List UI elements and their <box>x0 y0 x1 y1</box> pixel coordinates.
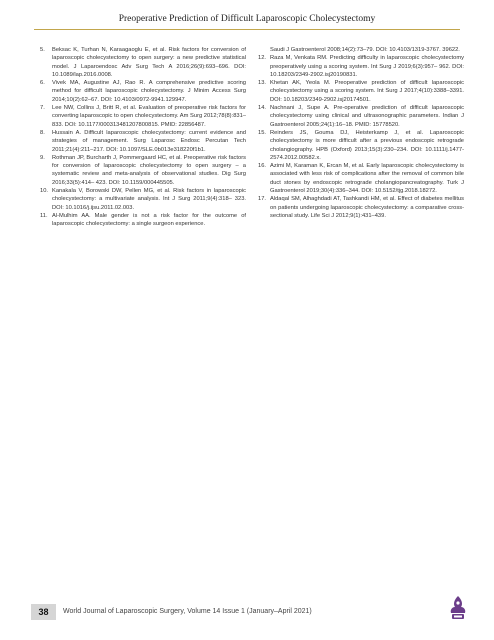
reference-number: 10. <box>40 188 48 195</box>
reference-text: Hussain A. Difficult laparoscopic cholecystectomy: current evidence and strategies of management. Surg Laparosc Endosc Percutan Tech 2011;21(4):211–217. DOI: 10.1097/SLE.0b013e318220f1b1. <box>52 129 246 153</box>
reference-text: Raza M, Venkata RM. Predicting difficulty in laparoscopic cholecystectomy preoperatively using a scoring system. Int Surg J 2019;6(3):957– 962. DOI: 10.18203/2349-2902.isj20190831. <box>270 55 464 78</box>
references-left-column <box>40 46 246 229</box>
reference-text: Reinders JS, Gouma DJ, Heisterkamp J, et al. Laparoscopic cholecystectomy is more difficult after a previous endoscopic retrograde cholangiography. HPB (Oxford) 2013;15(3):230–234. DOI: 10.1111/j.1477-2574.2012.00582.x. <box>270 129 464 161</box>
reference-item <box>258 104 464 129</box>
reference-text: Beksac K, Turhan N, Karaagaoglu E, et al. Risk factors for conversion of laparoscopic cholecystectomy to open surgery: a new predictive statistical model. J Laparoendosc Adv Surg Tech A 2016;26(9):693–696. DOI: 10.1089/lap.2016.0008. <box>52 47 246 78</box>
reference-item <box>258 79 464 104</box>
reference-text: Kanakala V, Borowski DW, Pellen MG, et al. Risk factors in laparoscopic cholecystectomy: a multivariate analysis. Int J Surg 2011;9(4):318– 323. DOI: 10.1016/j.ijsu.2011.02.003. <box>52 188 246 211</box>
reference-text: Al-Mulhim AA. Male gender is not a risk factor for the outcome of laparoscopic cholecystectomy: a single surgeon experience. <box>52 212 246 228</box>
reference-number: 16. <box>258 163 266 170</box>
running-title: Preoperative Prediction of Difficult Laparoscopic Cholecystectomy <box>118 14 376 24</box>
reference-text: Rothman JP, Burcharth J, Pommergaard HC, et al. Preoperative risk factors for conversion of laparoscopic cholecystectomy to open surgery – a systematic review and meta-analysis of observational studies. Dig Surg 2016;33(5):414– 423. DOI: 10.1159/000445505. <box>52 154 246 186</box>
reference-number: 5. <box>40 47 45 53</box>
reference-item <box>40 79 246 104</box>
reference-text: Aldaqal SM, Alhaghdadi AT, Tashkandi HM, et al. Effect of diabetes mellitus on patients undergoing laparoscopic cholecystectomy: a comparative cross-sectional study. Life Sci J 2012;9(1):431–439. <box>270 196 464 219</box>
reference-item <box>40 154 246 187</box>
reference-text: Nachnani J, Supe A. Pre-operative prediction of difficult laparoscopic cholecystectomy using clinical and ultrasonographic parameters. Indian J Gastroenterol 2005;24(1):16–18. PMID: 15778520. <box>270 105 464 128</box>
reference-list-left <box>40 46 246 229</box>
reference-item <box>40 129 246 154</box>
reference-number: 6. <box>40 80 45 87</box>
reference-item <box>258 129 464 162</box>
reference-number: 11. <box>40 212 48 219</box>
reference-item <box>40 46 246 79</box>
reference-text: Vivek MA, Augustine AJ, Rao R. A comprehensive predictive scoring method for difficult laparoscopic cholecystectomy. J Minim Access Surg 2014;10(2):62–67. DOI: 10.4103/0972-9941.129947. <box>52 80 246 103</box>
jaypee-logo-icon <box>444 594 472 622</box>
page-number: 38 <box>31 604 56 620</box>
reference-item <box>40 104 246 129</box>
reference-number: 17. <box>258 196 266 203</box>
reference-item <box>258 195 464 220</box>
reference-number: 8. <box>40 129 45 136</box>
reference-number: 13. <box>258 80 266 87</box>
references-right-column <box>258 46 464 220</box>
reference-number: 14. <box>258 105 266 112</box>
reference-text: Khetan AK, Yeola M. Preoperative prediction of difficult laparoscopic cholecystectomy using a scoring system. Int Surg J 2017;4(10):3388–3391. DOI: 10.18203/2349-2902.isj20174501. <box>270 80 464 103</box>
reference-list-right <box>258 54 464 220</box>
journal-citation: World Journal of Laparoscopic Surgery, Volume 14 Issue 1 (January–April 2021) <box>63 608 312 615</box>
reference-continuation: Saudi J Gastroenterol 2008;14(2):73–79. DOI: 10.4103/1319-3767. 39622. <box>270 47 460 53</box>
reference-item <box>40 187 246 212</box>
reference-item <box>40 212 246 229</box>
reference-text: Azimi M, Karaman K, Ercan M, et al. Early laparoscopic cholecystectomy is associated with less risk of complications after the removal of common bile duct stones by endoscopic retrograde cholangiopancreatography. Turk J Gastroenterol 2019;30(4):336–344. DOI: 10.5152/tjg.2018.18272. <box>270 163 464 195</box>
reference-item <box>258 162 464 195</box>
reference-text: Lee NW, Collins J, Britt R, et al. Evaluation of preoperative risk factors for converting laparoscopic to open cholecystectomy. Am Surg 2012;78(8):831–833. DOI: 10.1177/000313481207800815. PMID: 22856487. <box>52 105 246 128</box>
reference-number: 7. <box>40 105 45 112</box>
reference-number: 12. <box>258 55 266 62</box>
header-rule <box>34 29 460 30</box>
reference-item <box>258 54 464 79</box>
reference-number: 15. <box>258 129 266 136</box>
reference-number: 9. <box>40 154 45 161</box>
